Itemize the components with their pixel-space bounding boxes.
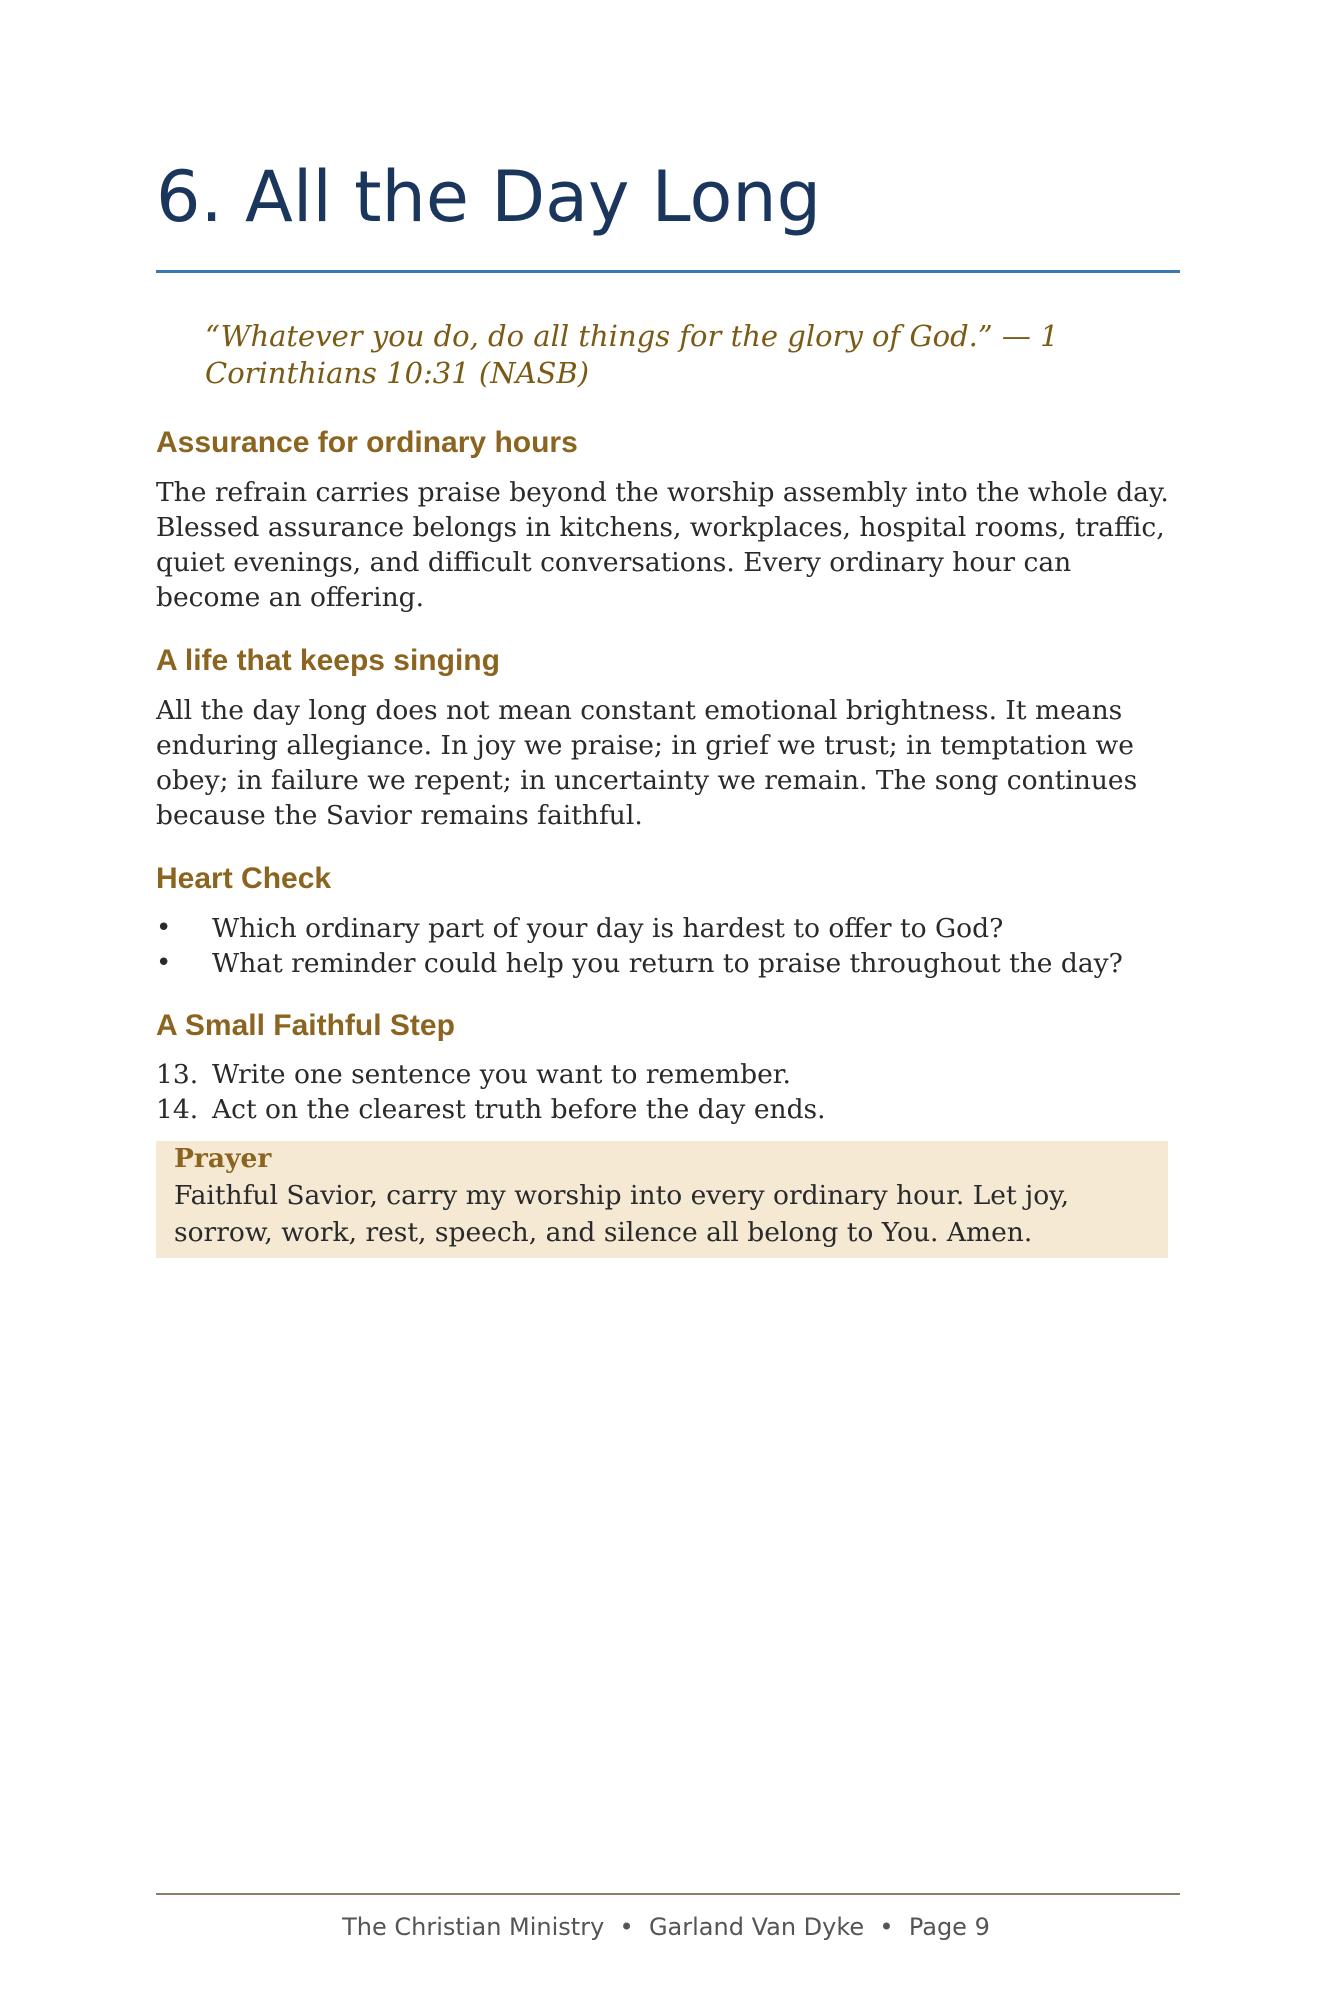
chapter-title: 6. All the Day Long [156, 156, 822, 238]
list-item-text: Write one sentence you want to remember. [212, 1059, 791, 1090]
section-body-keeps-singing: All the day long does not mean constant emotional brightness. It means enduring allegiance. In joy we praise; in grief we trust; in temptation we obey; in failure we repent; in uncertainty we remain. The song continues because the Savior remains faithful. [156, 695, 1138, 831]
section-heading-assurance: Assurance for ordinary hours [156, 426, 578, 459]
heart-check-list [156, 911, 1180, 981]
list-item-number: 13. [156, 1059, 199, 1090]
footer-divider [156, 1893, 1180, 1895]
title-divider [156, 270, 1180, 273]
list-item-text: Act on the clearest truth before the day ends. [212, 1094, 826, 1125]
list-item [156, 1092, 1180, 1127]
section-heading-keeps-singing: A life that keeps singing [156, 644, 500, 677]
page-footer: The Christian Ministry • Garland Van Dyke • Page 9 [342, 1913, 990, 1941]
prayer-box [156, 1141, 1168, 1258]
list-item [156, 1057, 1180, 1092]
prayer-title: Prayer [174, 1143, 272, 1174]
bullet-icon: • [156, 913, 172, 943]
epigraph-quote: “Whatever you do, do all things for the glory of God.” — 1 Corinthians 10:31 (NASB) [205, 319, 1059, 390]
section-heading-faithful-step: A Small Faithful Step [156, 1009, 455, 1042]
faithful-step-list [156, 1057, 1180, 1127]
section-body-assurance: The refrain carries praise beyond the worship assembly into the whole day. Blessed assurance belongs in kitchens, workplaces, hospital rooms, traffic, quiet evenings, and difficult conversations. Every ordinary hour can become an offering. [156, 477, 1169, 613]
list-item-text: Which ordinary part of your day is hardest to offer to God? [212, 913, 1004, 944]
list-item [156, 946, 1180, 981]
section-heading-heart-check: Heart Check [156, 862, 332, 895]
list-item-text: What reminder could help you return to praise throughout the day? [212, 948, 1123, 979]
list-item-number: 14. [156, 1094, 199, 1125]
bullet-icon: • [156, 948, 172, 978]
prayer-text: Faithful Savior, carry my worship into every ordinary hour. Let joy, sorrow, work, rest, speech, and silence all belong to You. Amen. [174, 1180, 1070, 1248]
list-item [156, 911, 1180, 946]
